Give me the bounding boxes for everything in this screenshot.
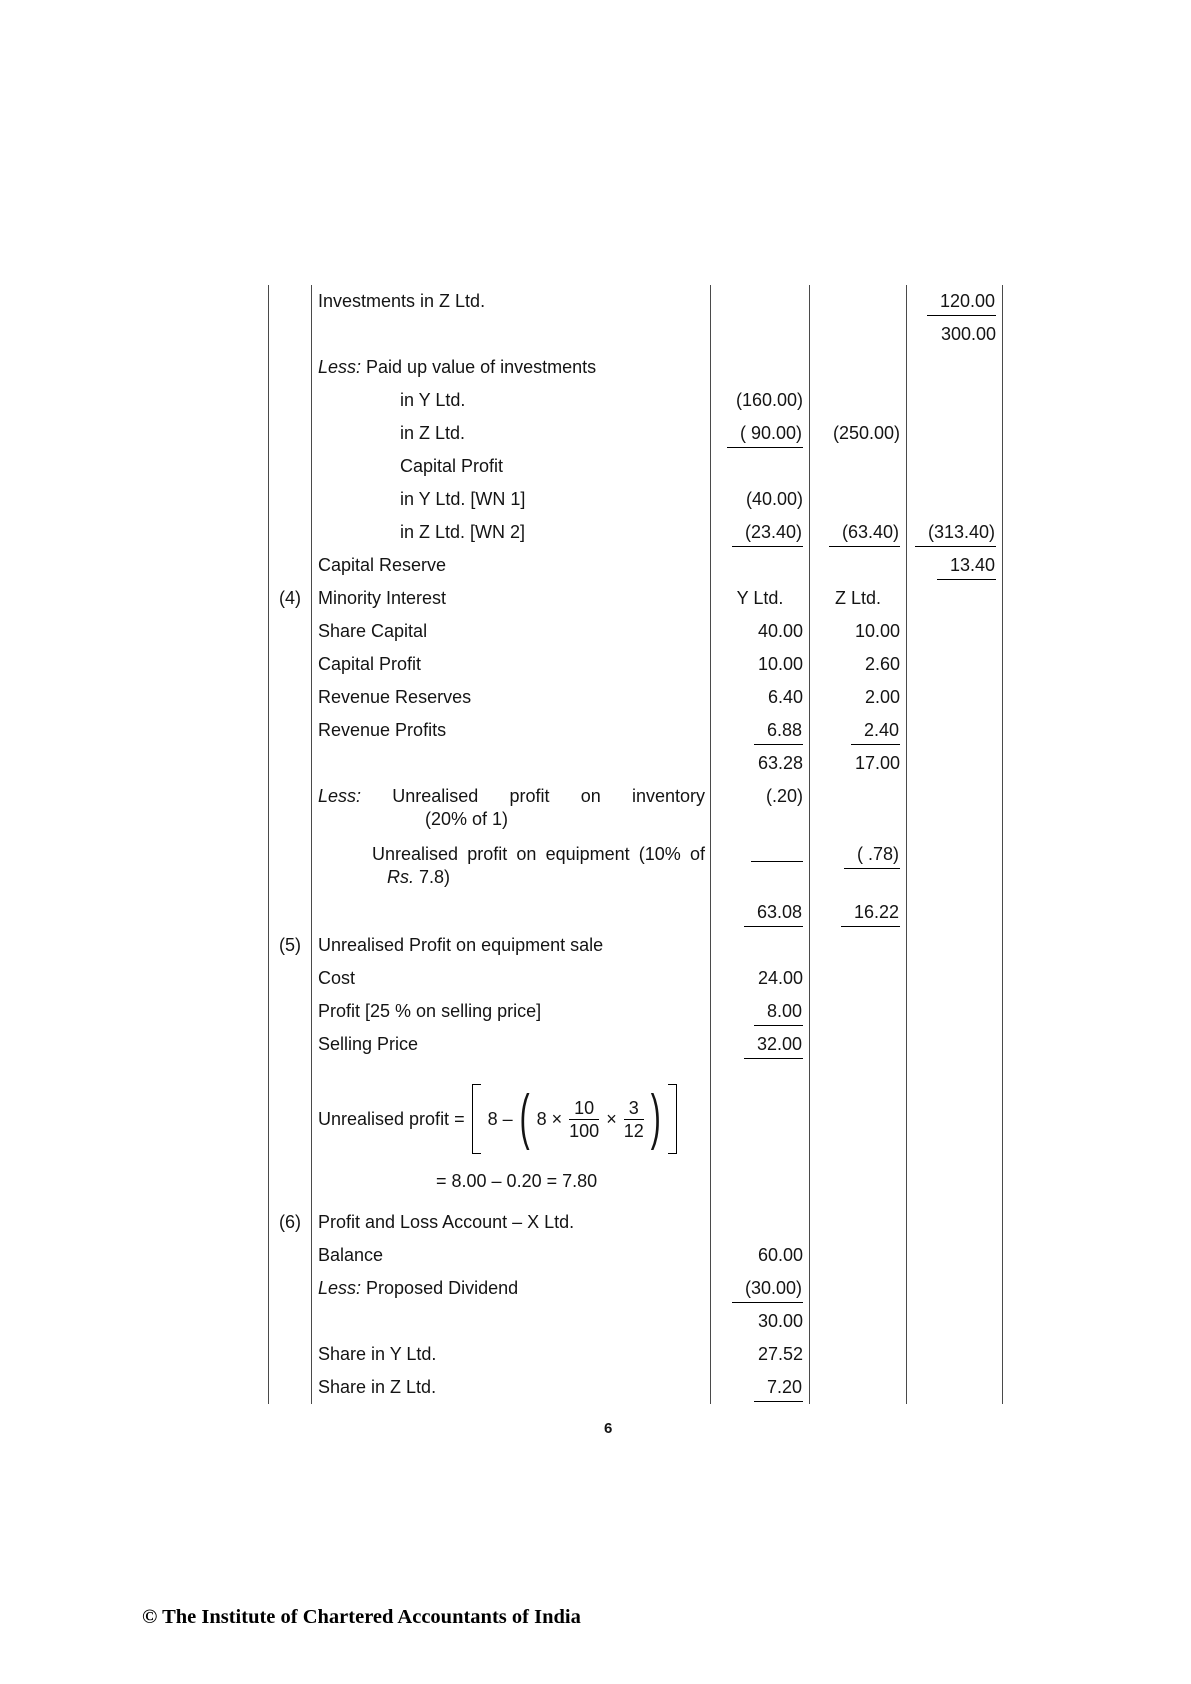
table-row: [268, 582, 1003, 615]
table-row: [268, 780, 1003, 838]
total-value-cell: [907, 681, 1003, 714]
z-ltd-value-cell: [810, 1371, 907, 1404]
left-paren: (: [519, 1084, 530, 1152]
description-line: [318, 488, 705, 511]
z-ltd-value-cell: [810, 1061, 907, 1206]
description-text: 7.8): [414, 867, 451, 887]
item-number-cell: [268, 929, 312, 962]
total-value-cell: [907, 483, 1003, 516]
z-ltd-value-cell: [810, 615, 907, 648]
description-line: [318, 719, 705, 742]
table-row: [268, 962, 1003, 995]
description-line: [318, 1000, 705, 1023]
amount: (313.40): [915, 521, 996, 547]
description-cell: [312, 450, 711, 483]
description-line: [318, 455, 705, 478]
description-line: [318, 785, 705, 808]
item-number-cell: [268, 351, 312, 384]
item-number-cell: [268, 838, 312, 896]
table-row: [268, 929, 1003, 962]
table-row: [268, 615, 1003, 648]
total-value-cell: [907, 929, 1003, 962]
table-row: [268, 417, 1003, 450]
description-cell: [312, 384, 711, 417]
description-cell: [312, 318, 711, 351]
description-text-italic: Less:: [318, 357, 362, 377]
z-ltd-value-cell: [810, 714, 907, 747]
description-line: [318, 1376, 705, 1399]
description-line: [318, 290, 705, 313]
y-ltd-value-cell: [711, 483, 810, 516]
amount: 17.00: [854, 753, 900, 773]
amount: 120.00: [927, 290, 996, 316]
description-cell: [312, 351, 711, 384]
y-ltd-value-cell: [711, 648, 810, 681]
item-number-cell: [268, 615, 312, 648]
description-cell: [312, 1028, 711, 1061]
total-value-cell: [907, 417, 1003, 450]
y-ltd-value-cell: [711, 714, 810, 747]
z-ltd-value-cell: [810, 285, 907, 318]
z-ltd-value-cell: [810, 681, 907, 714]
description-line: [318, 1244, 705, 1267]
y-ltd-value-cell: [711, 896, 810, 929]
table-row: [268, 516, 1003, 549]
description-line: [318, 1033, 705, 1056]
description-text: Profit and Loss Account – X Ltd.: [318, 1212, 575, 1232]
item-number-cell: [268, 648, 312, 681]
table-row: [268, 351, 1003, 384]
table-row: [268, 896, 1003, 929]
description-text: Unrealised Profit on equipment sale: [318, 935, 604, 955]
total-value-cell: [907, 1305, 1003, 1338]
description-line: [318, 686, 705, 709]
y-ltd-value-cell: [711, 516, 810, 549]
y-ltd-value-cell: [711, 1338, 810, 1371]
description-text: Investments in Z Ltd.: [318, 291, 486, 311]
description-line: [318, 1277, 705, 1300]
total-value-cell: [907, 962, 1003, 995]
total-value-cell: [907, 896, 1003, 929]
description-text: Capital Profit: [400, 456, 504, 476]
item-number-cell: [268, 417, 312, 450]
description-cell: [312, 582, 711, 615]
description-cell: [312, 615, 711, 648]
description-cell: [312, 962, 711, 995]
item-number-cell: [268, 1338, 312, 1371]
table-row: [268, 549, 1003, 582]
description-text: Capital Reserve: [318, 555, 447, 575]
fraction: [624, 1098, 644, 1141]
table-row: [268, 1371, 1003, 1404]
y-ltd-value-cell: [711, 995, 810, 1028]
total-value-cell: [907, 838, 1003, 896]
description-text: Balance: [318, 1245, 384, 1265]
description-cell: [312, 1206, 711, 1239]
description-text: in Y Ltd.: [400, 390, 466, 410]
item-number-cell: [268, 516, 312, 549]
total-value-cell: [907, 351, 1003, 384]
total-value-cell: [907, 1371, 1003, 1404]
description-cell: [312, 1305, 711, 1338]
item-number-cell: [268, 549, 312, 582]
description-text: Cost: [318, 968, 356, 988]
description-cell: [312, 285, 711, 318]
amount: (250.00): [832, 423, 900, 443]
description-cell: [312, 1338, 711, 1371]
description-text: in Z Ltd.: [400, 423, 466, 443]
y-ltd-value-cell: [711, 450, 810, 483]
description-text: in Z Ltd. [WN 2]: [400, 522, 526, 542]
description-cell: [312, 896, 711, 929]
z-ltd-value-cell: [810, 780, 907, 838]
amount: Z Ltd.: [834, 588, 882, 608]
total-value-cell: [907, 1239, 1003, 1272]
z-ltd-value-cell: [810, 417, 907, 450]
description-text-italic: Less:: [318, 786, 362, 806]
amount: 2.60: [864, 654, 900, 674]
z-ltd-value-cell: [810, 896, 907, 929]
z-ltd-value-cell: [810, 1272, 907, 1305]
total-value-cell: [907, 450, 1003, 483]
amount: 6.88: [754, 719, 803, 745]
y-ltd-value-cell: [711, 1272, 810, 1305]
formula-term: 8 –: [487, 1108, 513, 1129]
amount: 30.00: [757, 1311, 803, 1331]
item-number-cell: [268, 1371, 312, 1404]
amount: 7.20: [754, 1376, 803, 1402]
item-number-cell: [268, 582, 312, 615]
amount: 13.40: [937, 554, 996, 580]
description-text: Share in Z Ltd.: [318, 1377, 437, 1397]
amount: (.20): [765, 786, 803, 806]
amount: (160.00): [735, 390, 803, 410]
description-cell: [312, 995, 711, 1028]
table-row: [268, 1272, 1003, 1305]
item-number-cell: [268, 747, 312, 780]
description-cell: [312, 714, 711, 747]
description-cell: [312, 838, 711, 896]
amount: 63.08: [744, 901, 803, 927]
amount: 60.00: [757, 1245, 803, 1265]
amount: ( .78): [844, 843, 900, 869]
total-value-cell: [907, 615, 1003, 648]
description-text: Profit [25 % on selling price]: [318, 1001, 542, 1021]
working-notes-table: [268, 285, 1003, 1404]
z-ltd-value-cell: [810, 516, 907, 549]
z-ltd-value-cell: [810, 1338, 907, 1371]
description-line2: [318, 808, 705, 831]
description-text: Capital Profit: [318, 654, 422, 674]
table-row: [268, 450, 1003, 483]
z-ltd-value-cell: [810, 962, 907, 995]
z-ltd-value-cell: [810, 1206, 907, 1239]
z-ltd-value-cell: [810, 384, 907, 417]
description-text: Share in Y Ltd.: [318, 1344, 437, 1364]
amount: 300.00: [940, 324, 996, 344]
amount: 8.00: [754, 1000, 803, 1026]
description-cell: [312, 549, 711, 582]
y-ltd-value-cell: [711, 747, 810, 780]
numerator: 3: [624, 1098, 644, 1120]
table-row: [268, 681, 1003, 714]
amount: 6.40: [767, 687, 803, 707]
formula-term: 8 ×: [536, 1108, 563, 1129]
z-ltd-value-cell: [810, 648, 907, 681]
z-ltd-value-cell: [810, 995, 907, 1028]
y-ltd-value-cell: [711, 681, 810, 714]
description-cell: [312, 780, 711, 838]
description-text: Paid up value of investments: [361, 357, 597, 377]
amount: 63.28: [757, 753, 803, 773]
description-line2: [318, 866, 705, 889]
z-ltd-value-cell: [810, 450, 907, 483]
table-row: [268, 285, 1003, 318]
description-text: Selling Price: [318, 1034, 419, 1054]
total-value-cell: [907, 995, 1003, 1028]
description-line: [318, 1343, 705, 1366]
description-line: [318, 587, 705, 610]
right-paren: ): [650, 1084, 661, 1152]
y-ltd-value-cell: [711, 929, 810, 962]
y-ltd-value-cell: [711, 549, 810, 582]
left-square-bracket: [472, 1084, 481, 1154]
description-line: [318, 843, 705, 866]
description-text: Proposed Dividend: [361, 1278, 519, 1298]
formula-row: [268, 1061, 1003, 1206]
z-ltd-value-cell: [810, 483, 907, 516]
amount: (63.40): [829, 521, 900, 547]
y-ltd-value-cell: [711, 615, 810, 648]
total-value-cell: [907, 516, 1003, 549]
description-text: Revenue Profits: [318, 720, 447, 740]
description-line: [318, 422, 705, 445]
item-number-cell: [268, 1239, 312, 1272]
description-text: Unrealised profit on inventory: [361, 786, 705, 806]
description-text: Minority Interest: [318, 588, 447, 608]
description-text-italic: Rs.: [387, 867, 414, 887]
z-ltd-value-cell: [810, 1239, 907, 1272]
total-value-cell: [907, 1338, 1003, 1371]
table-row: [268, 1028, 1003, 1061]
denominator: 12: [623, 1120, 644, 1141]
item-number-cell: [268, 384, 312, 417]
amount: 24.00: [757, 968, 803, 988]
y-ltd-value-cell: [711, 962, 810, 995]
item-number: (5): [279, 935, 301, 955]
amount: ( 90.00): [727, 422, 803, 448]
amount: [751, 843, 803, 862]
y-ltd-value-cell: [711, 1239, 810, 1272]
z-ltd-value-cell: [810, 838, 907, 896]
item-number-cell: [268, 1028, 312, 1061]
y-ltd-value-cell: [711, 1061, 810, 1206]
z-ltd-value-cell: [810, 582, 907, 615]
description-cell: [312, 417, 711, 450]
description-cell: [312, 1272, 711, 1305]
total-value-cell: [907, 1206, 1003, 1239]
description-text: Revenue Reserves: [318, 687, 472, 707]
total-value-cell: [907, 549, 1003, 582]
item-number-cell: [268, 995, 312, 1028]
amount: Y Ltd.: [736, 588, 784, 608]
table-row: [268, 838, 1003, 896]
description-text-italic: Less:: [318, 1278, 362, 1298]
total-value-cell: [907, 1061, 1003, 1206]
unrealised-profit-formula: [318, 1080, 705, 1158]
total-value-cell: [907, 582, 1003, 615]
description-line: [318, 356, 705, 379]
y-ltd-value-cell: [711, 1206, 810, 1239]
table-row: [268, 747, 1003, 780]
y-ltd-value-cell: [711, 1028, 810, 1061]
y-ltd-value-cell: [711, 351, 810, 384]
item-number: (4): [279, 588, 301, 608]
amount: 10.00: [854, 621, 900, 641]
item-number: (6): [279, 1212, 301, 1232]
formula-label: Unrealised profit =: [318, 1108, 465, 1129]
fraction: [569, 1098, 599, 1141]
description-line: [318, 934, 705, 957]
z-ltd-value-cell: [810, 1028, 907, 1061]
item-number-cell: [268, 483, 312, 516]
y-ltd-value-cell: [711, 384, 810, 417]
description-cell: [312, 681, 711, 714]
item-number-cell: [268, 962, 312, 995]
amount: 2.40: [851, 719, 900, 745]
denominator: 100: [569, 1120, 600, 1141]
z-ltd-value-cell: [810, 1305, 907, 1338]
total-value-cell: [907, 780, 1003, 838]
amount: (40.00): [745, 489, 803, 509]
z-ltd-value-cell: [810, 929, 907, 962]
item-number-cell: [268, 285, 312, 318]
amount: (30.00): [732, 1277, 803, 1303]
description-cell: [312, 1239, 711, 1272]
description-cell: [312, 483, 711, 516]
z-ltd-value-cell: [810, 318, 907, 351]
amount: 40.00: [757, 621, 803, 641]
description-line: [318, 653, 705, 676]
table-row: [268, 384, 1003, 417]
table-row: [268, 1206, 1003, 1239]
item-number-cell: [268, 318, 312, 351]
description-cell: [312, 648, 711, 681]
y-ltd-value-cell: [711, 1371, 810, 1404]
amount: 16.22: [841, 901, 900, 927]
formula-result: = 8.00 – 0.20 = 7.80: [436, 1171, 598, 1191]
amount: 27.52: [757, 1344, 803, 1364]
item-number-cell: [268, 1061, 312, 1206]
table-row: [268, 1239, 1003, 1272]
table-row: [268, 318, 1003, 351]
item-number-cell: [268, 1305, 312, 1338]
description-line: [318, 554, 705, 577]
item-number-cell: [268, 450, 312, 483]
total-value-cell: [907, 285, 1003, 318]
description-line: [318, 1211, 705, 1234]
y-ltd-value-cell: [711, 1305, 810, 1338]
table-row: [268, 483, 1003, 516]
multiply-sign: ×: [606, 1108, 617, 1129]
amount: 32.00: [744, 1033, 803, 1059]
description-line: [318, 967, 705, 990]
item-number-cell: [268, 714, 312, 747]
total-value-cell: [907, 747, 1003, 780]
description-cell: [312, 929, 711, 962]
y-ltd-value-cell: [711, 838, 810, 896]
table-row: [268, 1305, 1003, 1338]
table-row: [268, 995, 1003, 1028]
description-line: [318, 620, 705, 643]
description-text: in Y Ltd. [WN 1]: [400, 489, 526, 509]
description-cell: [312, 747, 711, 780]
total-value-cell: [907, 714, 1003, 747]
description-cell: [312, 516, 711, 549]
copyright-footer: © The Institute of Chartered Accountants of India: [142, 1606, 581, 1628]
page-number: 6: [604, 1420, 613, 1437]
z-ltd-value-cell: [810, 549, 907, 582]
description-cell: [312, 1371, 711, 1404]
numerator: 10: [569, 1098, 599, 1120]
total-value-cell: [907, 1272, 1003, 1305]
description-text: (20% of 1): [425, 809, 509, 829]
total-value-cell: [907, 318, 1003, 351]
item-number-cell: [268, 1272, 312, 1305]
amount: 10.00: [757, 654, 803, 674]
description-cell: [312, 1061, 711, 1206]
description-line: [318, 521, 705, 544]
table-row: [268, 1338, 1003, 1371]
z-ltd-value-cell: [810, 747, 907, 780]
description-text: Unrealised profit on equipment (10% of: [372, 844, 705, 864]
amount: 2.00: [864, 687, 900, 707]
table-row: [268, 648, 1003, 681]
y-ltd-value-cell: [711, 318, 810, 351]
right-square-bracket: [668, 1084, 677, 1154]
amount: (23.40): [732, 521, 803, 547]
item-number-cell: [268, 780, 312, 838]
total-value-cell: [907, 648, 1003, 681]
z-ltd-value-cell: [810, 351, 907, 384]
total-value-cell: [907, 1028, 1003, 1061]
y-ltd-value-cell: [711, 285, 810, 318]
description-line: [318, 389, 705, 412]
item-number-cell: [268, 1206, 312, 1239]
description-text: Share Capital: [318, 621, 428, 641]
y-ltd-value-cell: [711, 417, 810, 450]
item-number-cell: [268, 681, 312, 714]
y-ltd-value-cell: [711, 582, 810, 615]
item-number-cell: [268, 896, 312, 929]
total-value-cell: [907, 384, 1003, 417]
table-row: [268, 714, 1003, 747]
y-ltd-value-cell: [711, 780, 810, 838]
